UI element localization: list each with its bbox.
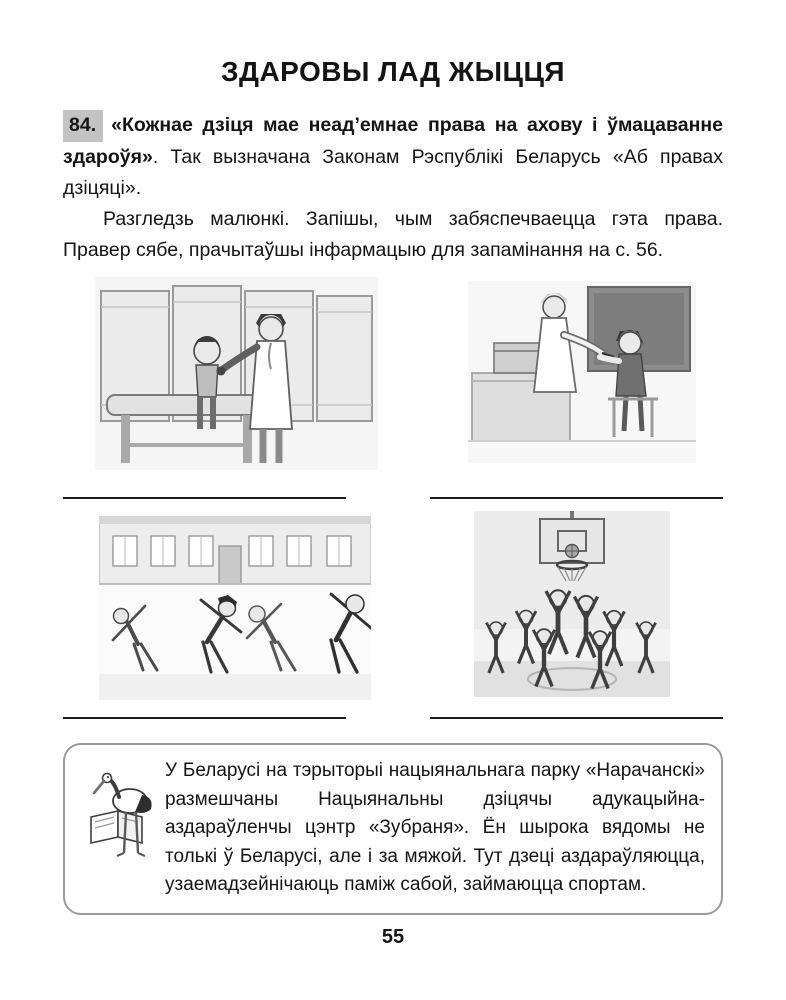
doctor-exam-drawing bbox=[95, 277, 378, 470]
exercise-paragraph bbox=[63, 110, 723, 204]
illustration-children-playing-basketball bbox=[474, 511, 670, 697]
vaccination-drawing bbox=[468, 281, 696, 463]
illustration-doctor-examining-child bbox=[95, 277, 378, 470]
morning-exercise-drawing bbox=[99, 512, 371, 700]
exercise-number-badge: 84. bbox=[63, 110, 103, 142]
answer-line-3 bbox=[63, 717, 346, 719]
exercise-statement-bold: «Кожнае дзіця мае неад’емнае права на ахову і ўмацаванне здароўя» bbox=[63, 114, 723, 168]
answer-line-1 bbox=[63, 497, 346, 499]
exercise-statement-rest: . Так вызначана Законам Рэспублікі Беларусь «Аб правах дзіцяці». bbox=[63, 146, 723, 199]
illustration-children-morning-exercises bbox=[99, 512, 371, 700]
stork-reading-book-icon bbox=[77, 757, 165, 859]
basketball-drawing bbox=[474, 511, 670, 697]
illustration-nurse-vaccinating-girl bbox=[468, 281, 696, 463]
page-title: ЗДАРОВЫ ЛАД ЖЫЦЦЯ bbox=[220, 56, 566, 87]
page-number: 55 bbox=[381, 926, 405, 948]
answer-line-2 bbox=[430, 497, 723, 499]
info-box bbox=[63, 743, 723, 915]
answer-line-4 bbox=[430, 717, 723, 719]
exercise-instruction: Разгледзь малюнкі. Запішы, чым забяспечваецца гэта права. Правер сябе, прачытаўшы інфармацыю для запамінання на с. 56. bbox=[63, 208, 723, 261]
info-box-text: У Беларусі на тэрыторыі нацыянальнага парку «Нарачанскі» размешчаны Нацыянальны дзіцячы адукацыйна-аздараўленчы цэнтр «Зубраня». Ён шырока вядомы не толькі ў Беларусі, але і за мяжой. Тут дзеці аздараўляюцца, узаемадзейнічаюць паміж сабой, займаюцца спортам. bbox=[165, 760, 705, 895]
